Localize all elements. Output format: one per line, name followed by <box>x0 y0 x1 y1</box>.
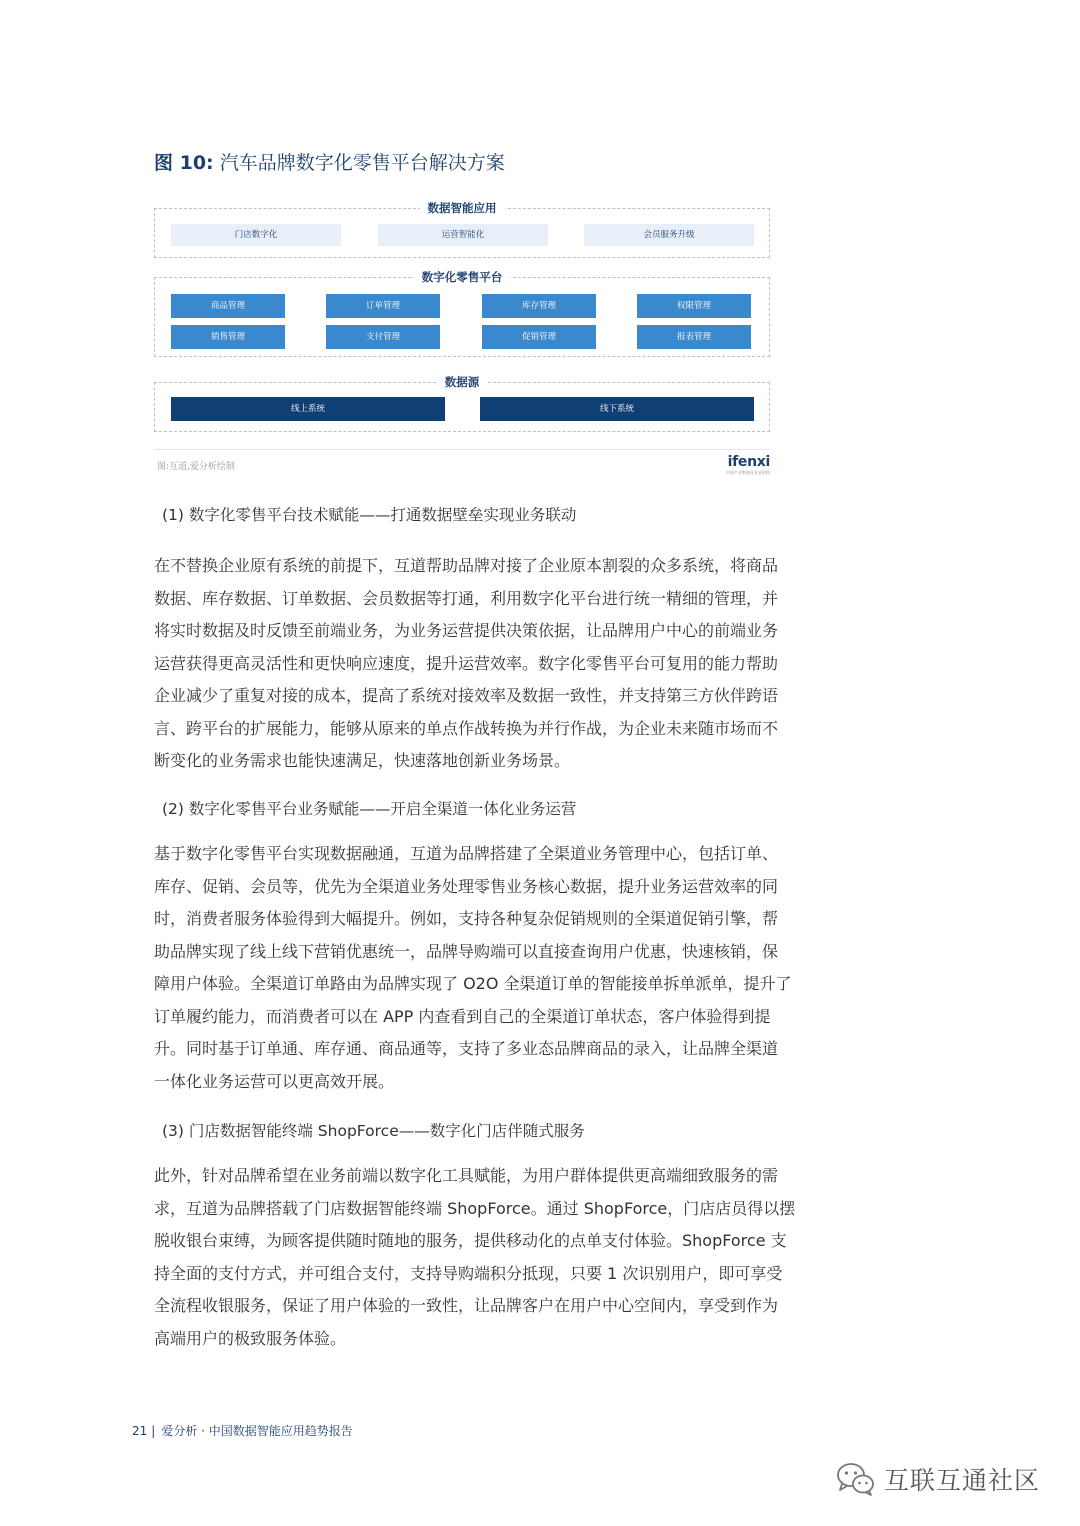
figure-caption: 汽车品牌数字化零售平台解决方案 <box>219 152 505 174</box>
figure-divider <box>154 449 770 450</box>
section-paragraph-2 <box>154 838 792 1098</box>
paragraph-line: 将实时数据及时反馈至前端业务，为业务运营提供决策依据，让品牌用户中心的前端业务 <box>154 621 779 640</box>
paragraph-line: 障用户体验。全渠道订单路由为品牌实现了 O2O 全渠道订单的智能接单拆单派单，提升了 <box>154 974 792 993</box>
figure-title <box>154 148 505 175</box>
group-label: 数字化零售平台 <box>414 270 511 284</box>
section-heading-3: (3) 门店数据智能终端 ShopForce——数字化门店伴随式服务 <box>162 1122 585 1140</box>
group-digital-retail-platform <box>154 270 770 357</box>
paragraph-line: 高端用户的极致服务体验。 <box>154 1328 347 1348</box>
paragraph-line: 求，互道为品牌搭载了门店数据智能终端 ShopForce。通过 ShopForce，门店店员得以摆 <box>154 1198 796 1218</box>
footer-report-title: 爱分析 · 中国数据智能应用趋势报告 <box>161 1424 353 1438</box>
paragraph-line: 断变化的业务需求也能快速满足，快速落地创新业务场景。 <box>154 751 571 770</box>
figure-source: 图:互道,爱分析绘制 <box>157 462 235 472</box>
paragraph-line: 此外，针对品牌希望在业务前端以数字化工具赋能，为用户群体提供更高端细致服务的需 <box>154 1166 779 1185</box>
logo-wordmark: ifenxi <box>727 454 770 470</box>
module-box-permission: 权限管理 <box>637 294 751 318</box>
section-heading-1: (1) 数字化零售平台技术赋能——打通数据壁垒实现业务联动 <box>162 506 577 524</box>
logo-tagline: 中国产业数智化专业机构 <box>726 470 770 475</box>
paragraph-line: 在不替换企业原有系统的前提下，互道帮助品牌对接了企业原本割裂的众多系统，将商品 <box>154 556 779 575</box>
app-box-store-digital: 门店数字化 <box>171 224 341 246</box>
watermark-text: 互联互通社区 <box>884 1466 1041 1495</box>
footer-separator: | <box>151 1424 156 1438</box>
paragraph-line: 持全面的支付方式，并可组合支付，支持导购端积分抵现，只要 1 次识别用户，即可享受 <box>154 1263 783 1283</box>
group-label: 数据智能应用 <box>420 201 505 215</box>
app-box-member-upgrade: 会员服务升级 <box>584 224 754 246</box>
page-number: 21 <box>132 1424 148 1438</box>
section-paragraph-1 <box>154 550 779 778</box>
module-box-inventory: 库存管理 <box>482 294 596 318</box>
paragraph-line: 时，消费者服务体验得到大幅提升。例如，支持各种复杂促销规则的全渠道促销引擎，帮 <box>154 909 779 928</box>
group-label: 数据源 <box>437 375 488 389</box>
module-box-sales: 销售管理 <box>171 325 285 349</box>
module-box-promotion: 促销管理 <box>482 325 596 349</box>
paragraph-line: 订单履约能力，而消费者可以在 APP 内查看到自己的全渠道订单状态，客户体验得到提 <box>154 1006 771 1026</box>
paragraph-line: 脱收银台束缚，为顾客提供随时随地的服务，提供移动化的点单支付体验。ShopForce 支 <box>154 1231 787 1250</box>
module-box-order: 订单管理 <box>326 294 440 318</box>
paragraph-line: 基于数字化零售平台实现数据融通，互道为品牌搭建了全渠道业务管理中心，包括订单、 <box>154 844 779 863</box>
section-heading-2: (2) 数字化零售平台业务赋能——开启全渠道一体化业务运营 <box>162 800 577 818</box>
paragraph-line: 升。同时基于订单通、库存通、商品通等，支持了多业态品牌商品的录入，让品牌全渠道 <box>154 1039 779 1058</box>
wechat-watermark <box>836 1459 1040 1499</box>
app-box-ops-intelligence: 运营智能化 <box>378 224 548 246</box>
figure-number: 图 10: <box>154 152 214 174</box>
paragraph-line: 数据、库存数据、订单数据、会员数据等打通，利用数字化平台进行统一精细的管理，并 <box>154 588 779 608</box>
paragraph-line: 助品牌实现了线上线下营销优惠统一，品牌导购端可以直接查询用户优惠，快速核销，保 <box>154 941 779 961</box>
source-box-offline: 线下系统 <box>480 397 754 421</box>
group-data-intelligence-apps <box>154 201 770 258</box>
paragraph-line: 全流程收银服务，保证了用户体验的一致性，让品牌客户在用户中心空间内，享受到作为 <box>154 1296 779 1315</box>
paragraph-line: 库存、促销、会员等，优先为全渠道业务处理零售业务核心数据，提升业务运营效率的同 <box>154 876 779 896</box>
section-paragraph-3 <box>154 1160 796 1355</box>
source-box-online: 线上系统 <box>171 397 445 421</box>
paragraph-line: 运营获得更高灵活性和更快响应速度，提升运营效率。数字化零售平台可复用的能力帮助 <box>154 653 779 673</box>
paragraph-line: 企业减少了重复对接的成本，提高了系统对接效率及数据一致性，并支持第三方伙伴跨语 <box>154 686 779 705</box>
ifenxi-logo <box>724 455 770 476</box>
module-box-payment: 支付管理 <box>326 325 440 349</box>
paragraph-line: 一体化业务运营可以更高效开展。 <box>154 1071 395 1091</box>
wechat-icon <box>836 1461 876 1497</box>
module-box-product: 商品管理 <box>171 294 285 318</box>
paragraph-line: 言、跨平台的扩展能力，能够从原来的单点作战转换为并行作战，为企业未来随市场而不 <box>154 718 779 738</box>
group-data-sources <box>154 375 770 432</box>
page-footer <box>132 1422 353 1439</box>
module-box-report: 报表管理 <box>637 325 751 349</box>
